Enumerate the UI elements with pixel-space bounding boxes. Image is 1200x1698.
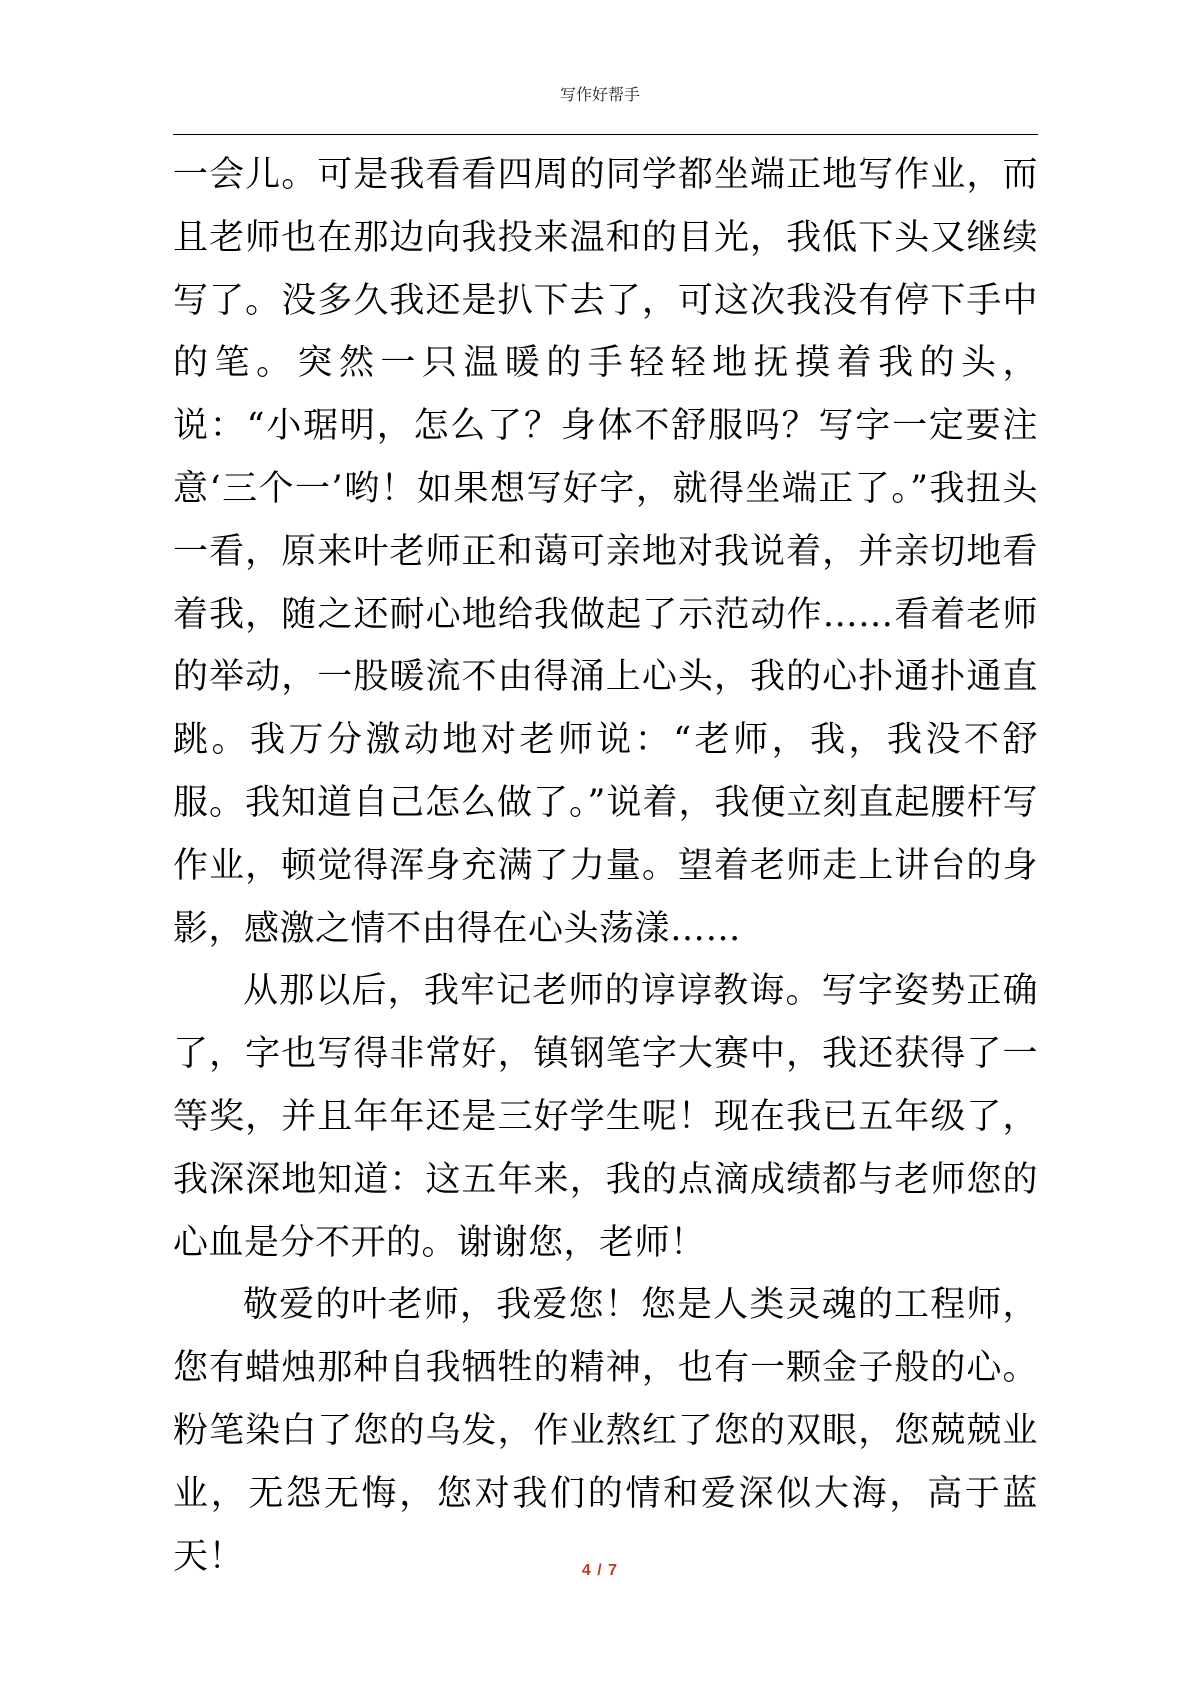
page-header-title: 写作好帮手 — [559, 85, 640, 104]
header-divider — [173, 134, 1038, 135]
document-body — [173, 144, 1038, 1588]
body-paragraph: 一会儿。可是我看看四周的同学都坐端正地写作业，而且老师也在那边向我投来温和的目光，我低下头又继续写了。没多久我还是扒下去了，可这次我没有停下手中的笔。突然一只温暖的手轻轻地抚摸着我的头，说：“小琚明，怎么了？身体不舒服吗？写字一定要注意‘三个一’哟！如果想写好字，就得坐端正了。”我扭头一看，原来叶老师正和蔼可亲地对我说着，并亲切地看着我，随之还耐心地给我做起了示范动作……看着老师的举动，一股暖流不由得涌上心头，我的心扑通扑通直跳。我万分激动地对老师说：“老师，我，我没不舒服。我知道自己怎么做了。”说着，我便立刻直起腰杆写作业，顿觉得浑身充满了力量。望着老师走上讲台的身影，感激之情不由得在心头荡漾…… — [173, 155, 1038, 949]
body-paragraph: 从那以后，我牢记老师的谆谆教诲。写字姿势正确了，字也写得非常好，镇钢笔字大赛中，我还获得了一等奖，并且年年还是三好学生呢！现在我已五年级了，我深深地知道：这五年来，我的点滴成绩都与老师您的心血是分不开的。谢谢您，老师！ — [173, 971, 1038, 1263]
body-paragraph: 敬爱的叶老师，我爱您！您是人类灵魂的工程师，您有蜡烛那种自我牺牲的精神，也有一颗金子般的心。粉笔染白了您的乌发，作业熬红了您的双眼，您兢兢业业，无怨无悔，您对我们的情和爱深似大海，高于蓝天！ — [173, 1285, 1038, 1577]
page-number: 4 / 7 — [581, 1562, 619, 1579]
